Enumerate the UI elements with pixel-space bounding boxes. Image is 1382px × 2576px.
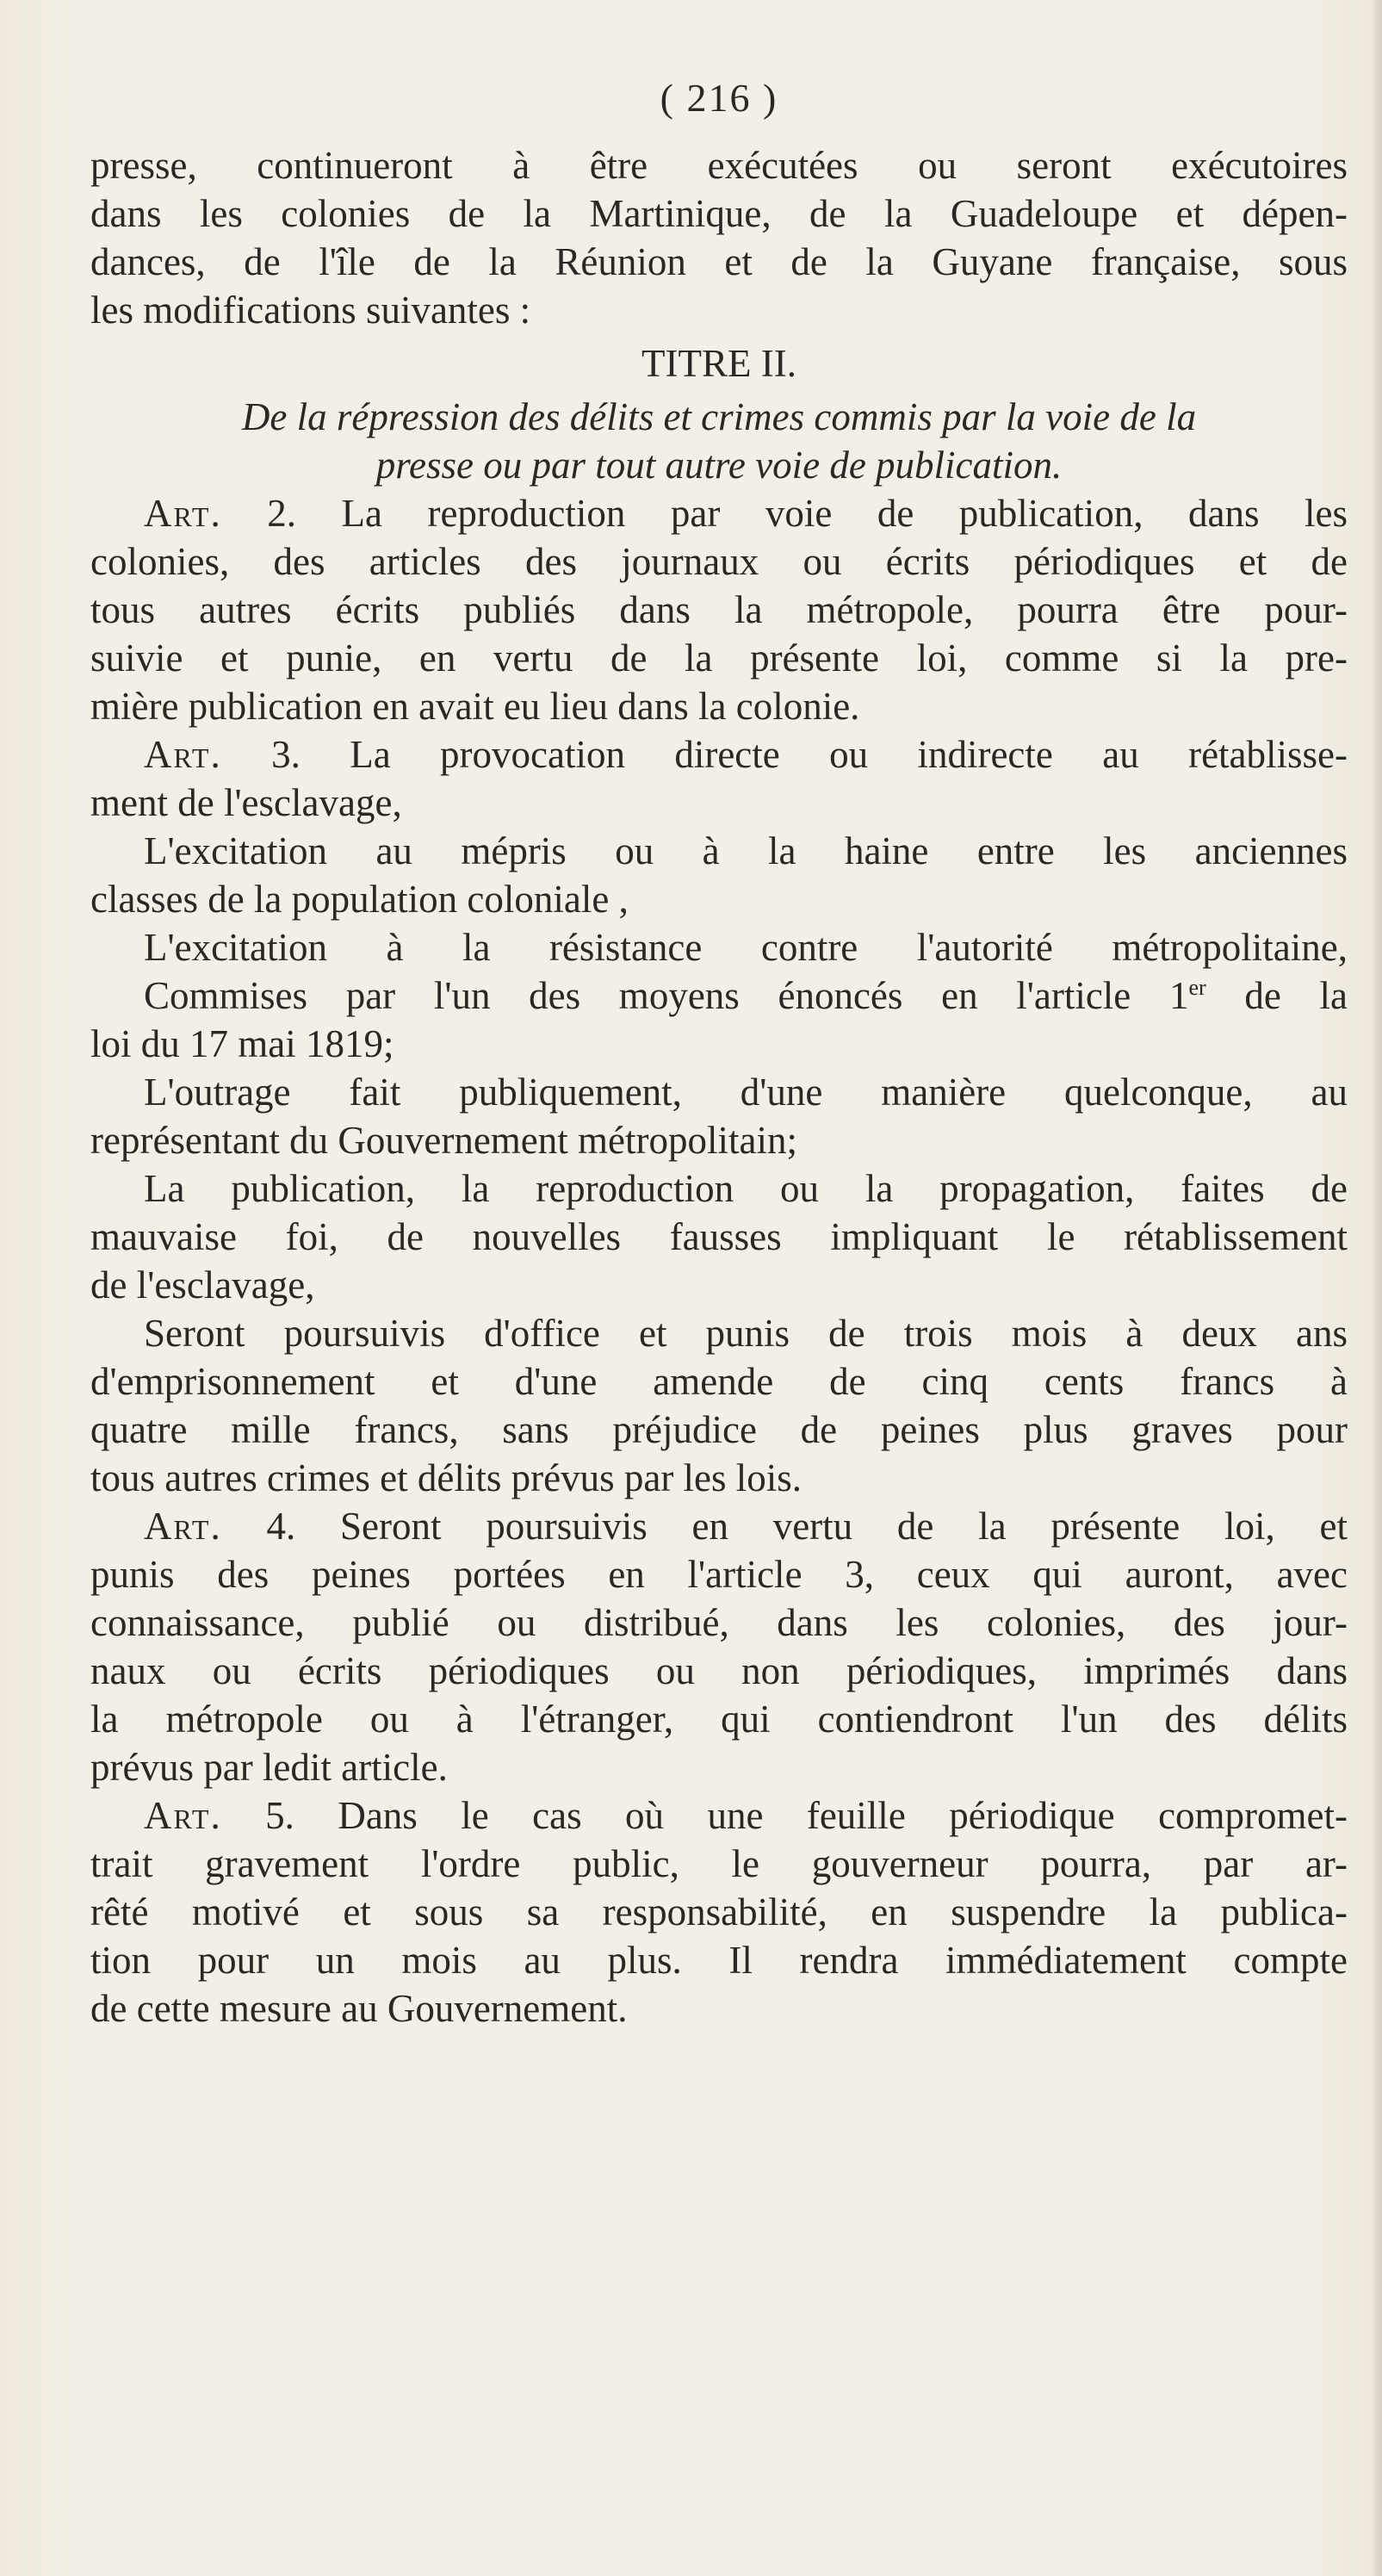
section-subtitle-line: presse ou par tout autre voie de publication. bbox=[375, 444, 1063, 487]
text-line: tion pour un mois au plus. Il rendra immédiatement compte bbox=[90, 1939, 1348, 1982]
text-line: classes de la population coloniale , bbox=[90, 878, 629, 921]
text-line: connaissance, publié ou distribué, dans les colonies, des jour- bbox=[90, 1601, 1348, 1644]
text-line: trait gravement l'ordre public, le gouverneur pourra, par ar- bbox=[90, 1842, 1348, 1885]
text-line: rêté motivé et sous sa responsabilité, en suspendre la publica- bbox=[90, 1890, 1348, 1934]
text-line: suivie et punie, en vertu de la présente loi, comme si la pre- bbox=[90, 636, 1348, 680]
text-line: d'emprisonnement et d'une amende de cinq cents francs à bbox=[90, 1360, 1348, 1403]
text-line: tous autres crimes et délits prévus par les lois. bbox=[90, 1456, 803, 1499]
text-line: tous autres écrits publiés dans la métropole, pourra être pour- bbox=[90, 588, 1348, 631]
text-line: mauvaise foi, de nouvelles fausses impliquant le rétablissement bbox=[90, 1215, 1348, 1258]
article-label: Art. bbox=[144, 733, 222, 776]
superscript: er bbox=[1188, 975, 1206, 1000]
text-line: de cette mesure au Gouvernement. bbox=[90, 1987, 628, 2030]
text-line: Seront poursuivis d'office et punis de trois mois à deux ans bbox=[144, 1312, 1348, 1355]
text-line-with-superscript: Commises par l'un des moyens énoncés en l'article 1er de la bbox=[144, 974, 1348, 1017]
page-edge bbox=[1373, 0, 1382, 2576]
text-line: La publication, la reproduction ou la propagation, faites de bbox=[144, 1167, 1348, 1210]
article-label: Art. bbox=[144, 492, 222, 535]
page-text bbox=[90, 72, 1348, 2033]
text-line: de l'esclavage, bbox=[90, 1263, 315, 1307]
text-line: L'outrage fait publiquement, d'une manière quelconque, au bbox=[144, 1071, 1348, 1114]
text-line: naux ou écrits périodiques ou non périodiques, imprimés dans bbox=[90, 1649, 1348, 1692]
section-title: TITRE II. bbox=[641, 342, 796, 385]
text-line: punis des peines portées en l'article 3, ceux qui auront, avec bbox=[90, 1553, 1348, 1596]
text-line: la métropole ou à l'étranger, qui contiendront l'un des délits bbox=[90, 1698, 1348, 1741]
page-number: ( 216 ) bbox=[660, 76, 778, 120]
text-line: prévus par ledit article. bbox=[90, 1746, 448, 1789]
article-3-first-line: Art. 3. La provocation directe ou indirecte au rétablisse- bbox=[144, 733, 1348, 776]
article-2-first-line: Art. 2. La reproduction par voie de publication, dans les bbox=[144, 492, 1348, 535]
text-line: mière publication en avait eu lieu dans la colonie. bbox=[90, 685, 860, 728]
text-line: ment de l'esclavage, bbox=[90, 781, 402, 824]
text-line: colonies, des articles des journaux ou écrits périodiques et de bbox=[90, 540, 1348, 583]
text-line: dances, de l'île de la Réunion et de la Guyane française, sous bbox=[90, 240, 1348, 283]
text-line: loi du 17 mai 1819; bbox=[90, 1022, 394, 1065]
article-5-first-line: Art. 5. Dans le cas où une feuille périodique compromet- bbox=[144, 1794, 1348, 1837]
article-4-first-line: Art. 4. Seront poursuivis en vertu de la présente loi, et bbox=[144, 1505, 1348, 1548]
section-subtitle-line: De la répression des délits et crimes commis par la voie de la bbox=[241, 395, 1197, 438]
text-line: les modifications suivantes : bbox=[90, 289, 531, 332]
text-line: dans les colonies de la Martinique, de la Guadeloupe et dépen- bbox=[90, 192, 1348, 235]
text-line: L'excitation à la résistance contre l'autorité métropolitaine, bbox=[144, 926, 1348, 969]
text-line: représentant du Gouvernement métropolitain; bbox=[90, 1119, 797, 1162]
text-line: L'excitation au mépris ou à la haine entre les anciennes bbox=[144, 829, 1348, 872]
text-line: quatre mille francs, sans préjudice de peines plus graves pour bbox=[90, 1408, 1348, 1451]
article-label: Art. bbox=[144, 1505, 222, 1548]
text-line: presse, continueront à être exécutées ou seront exécutoires bbox=[90, 144, 1348, 187]
article-label: Art. bbox=[144, 1794, 222, 1837]
